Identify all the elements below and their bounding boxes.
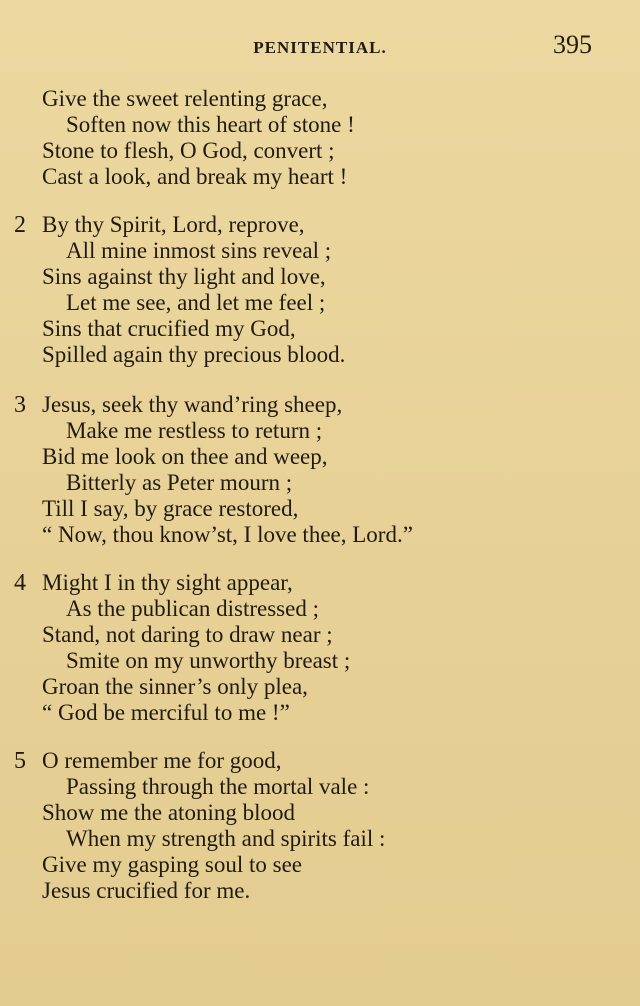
verse-line: Till I say, by grace restored, bbox=[42, 496, 299, 521]
verse-line: Cast a look, and break my heart ! bbox=[42, 164, 348, 189]
verse-number: 4 bbox=[14, 570, 26, 596]
verse-line: Give my gasping soul to see bbox=[42, 852, 302, 877]
page-header-title: PENITENTIAL. bbox=[253, 38, 387, 57]
verse-line: Jesus crucified for me. bbox=[42, 878, 251, 903]
verse-line: Bitterly as Peter mourn ; bbox=[66, 470, 293, 495]
verse-line: Stand, not daring to draw near ; bbox=[42, 622, 333, 647]
verse-line: Spilled again thy precious blood. bbox=[42, 342, 346, 367]
verse-line: When my strength and spirits fail : bbox=[66, 826, 386, 851]
verse-line: Groan the sinner’s only plea, bbox=[42, 674, 308, 699]
verse-line: O remember me for good, bbox=[42, 748, 282, 773]
verse-line: Show me the atoning blood bbox=[42, 800, 295, 825]
verse-line: As the publican distressed ; bbox=[66, 596, 319, 621]
verse-line: “ Now, thou know’st, I love thee, Lord.” bbox=[42, 522, 413, 547]
verse-line: Might I in thy sight appear, bbox=[42, 570, 293, 595]
verse-line: Sins that crucified my God, bbox=[42, 316, 296, 341]
verse-line: All mine inmost sins reveal ; bbox=[66, 238, 332, 263]
verse-line: Sins against thy light and love, bbox=[42, 264, 326, 289]
verse-number: 3 bbox=[14, 392, 26, 418]
verse-number: 5 bbox=[14, 748, 26, 774]
verse-line: Passing through the mortal vale : bbox=[66, 774, 370, 799]
verse-line: Stone to flesh, O God, convert ; bbox=[42, 138, 335, 163]
page-number: 395 bbox=[553, 30, 592, 59]
verse-line: Let me see, and let me feel ; bbox=[66, 290, 326, 315]
verse-line: Make me restless to return ; bbox=[66, 418, 323, 443]
verse-line: Jesus, seek thy wand’ring sheep, bbox=[42, 392, 343, 417]
verse-line: By thy Spirit, Lord, reprove, bbox=[42, 212, 305, 237]
verse-line: “ God be merciful to me !” bbox=[42, 700, 290, 725]
verse-line: Soften now this heart of stone ! bbox=[66, 112, 355, 137]
verse-number: 2 bbox=[14, 212, 26, 238]
verse-line: Smite on my unworthy breast ; bbox=[66, 648, 351, 673]
verse-line: Give the sweet relenting grace, bbox=[42, 86, 328, 111]
verse-line: Bid me look on thee and weep, bbox=[42, 444, 328, 469]
